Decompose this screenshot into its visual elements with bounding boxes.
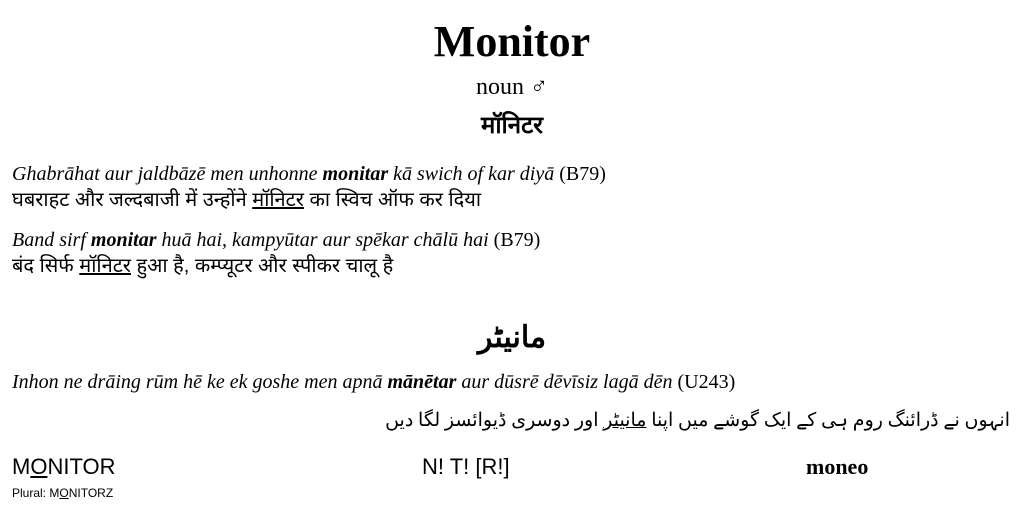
example-2-hindi [12, 254, 393, 278]
example-2-hindi-pre: बंद सिर्फ [12, 255, 80, 277]
urdu-example-text-pre: Inhon ne drāing rūm hē ke ek goshe men apnā [12, 371, 388, 393]
example-1-source: (B79) [554, 163, 606, 185]
urdu-example-script-pre: انہوں نے ڈرائنگ روم ہی کے ایک گوشے میں اپنا [646, 410, 1010, 431]
example-1-text-pre: Ghabrāhat aur jaldbāzē men unhonne [12, 163, 323, 185]
urdu-example-keyword: mānētar [387, 371, 457, 393]
urdu-example-transliteration [12, 370, 735, 394]
example-2-source: (B79) [488, 229, 541, 251]
plural-pre: M [49, 486, 60, 500]
example-2-transliteration [12, 228, 540, 252]
urdu-example-source: (U243) [672, 371, 736, 393]
plural-underlined: O [59, 486, 69, 500]
example-2-hindi-post: हुआ है, कम्प्यूटर और स्पीकर चालू है [130, 255, 394, 277]
example-2-text-post: huā hai, kampyūtar aur spēkar chālū hai [156, 229, 489, 251]
example-1-hindi [12, 188, 481, 212]
urdu-example-script-keyword: مانیٹر [603, 410, 647, 431]
plural-post: NITORZ [68, 486, 114, 500]
example-2-hindi-keyword: मॉनिटर [79, 255, 131, 277]
form-word-pre: M [12, 454, 31, 479]
phonetic-notation: N! T! [R!] [422, 454, 510, 479]
example-1-hindi-keyword: मॉनिटर [252, 189, 304, 211]
plural-label: Plural: [12, 486, 50, 500]
example-1-hindi-post: का स्विच ऑफ कर दिया [303, 189, 482, 211]
urdu-example-text-post: aur dūsrē dēvīsiz lagā dēn [456, 371, 673, 393]
example-1-hindi-pre: घबराहट और जल्दबाजी में उन्होंने [12, 189, 253, 211]
urdu-example-script-post: اور دوسری ڈیوائسز لگا دیں [385, 410, 604, 431]
headword: Monitor [433, 17, 591, 66]
example-1-keyword: monitar [322, 163, 389, 185]
form-word-underlined: O [30, 454, 48, 479]
hindi-headword: मॉनिटर [480, 112, 544, 139]
urdu-headword: مانیٹر [477, 321, 547, 354]
example-2-keyword: monitar [90, 229, 157, 251]
part-of-speech: noun ♂ [476, 74, 548, 100]
example-1-text-post: kā swich of kar diyā [388, 163, 555, 185]
example-2-text-pre: Band sirf [12, 229, 91, 251]
form-word [12, 454, 116, 480]
form-word-post: NITOR [47, 454, 116, 479]
urdu-example-script [385, 408, 1010, 434]
example-1-transliteration [12, 162, 606, 186]
etymology: moneo [806, 454, 869, 479]
plural-form [12, 485, 113, 501]
